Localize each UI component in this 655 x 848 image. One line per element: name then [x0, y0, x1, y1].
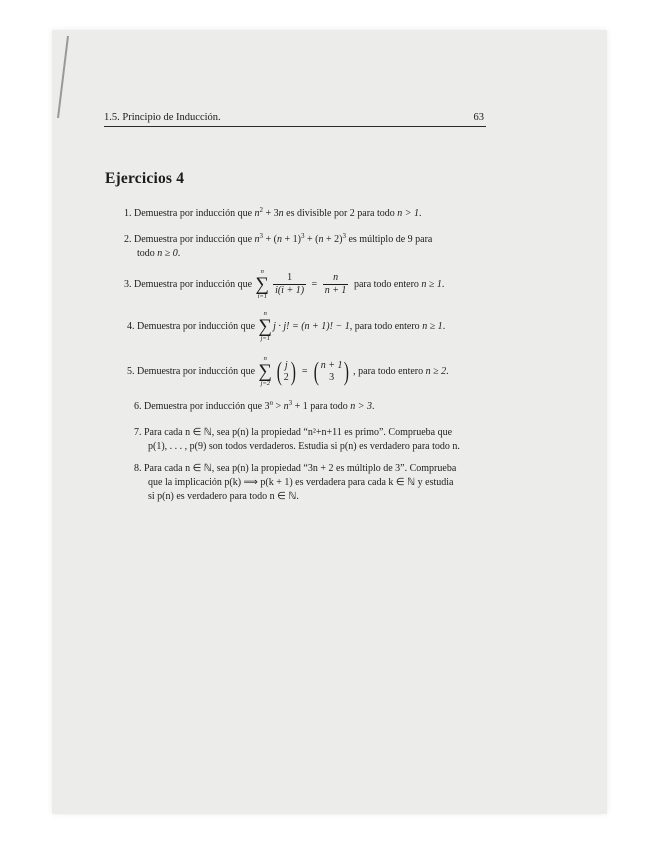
exercise-text: , para todo entero [353, 365, 426, 377]
exercise-text: , para todo entero [349, 320, 423, 332]
math-condition: n ≥ 2 [425, 365, 447, 377]
exercise-text: todo [137, 248, 158, 259]
math-op: = [299, 365, 311, 377]
sum-lower-limit: j=2 [260, 380, 271, 387]
exercise-text: Demuestra por inducción que [137, 365, 258, 377]
punct: . [372, 401, 375, 412]
header-rule [104, 126, 486, 127]
binomial-bottom: 3 [329, 371, 335, 383]
sum-upper-limit: n [263, 310, 267, 317]
exercise-8-line3 [148, 490, 299, 504]
math-condition: n > 3 [350, 401, 373, 412]
running-header [104, 112, 484, 130]
exercise-5 [127, 355, 449, 388]
exercise-text: para todo entero [351, 278, 422, 290]
fraction-numerator: n [333, 272, 339, 283]
math-op: + 2) [323, 234, 343, 245]
math-exponent: 3 [342, 232, 346, 240]
math-exponent: 3 [288, 399, 293, 407]
math-op: + ( [304, 234, 319, 245]
math-var: n [277, 234, 283, 245]
exercise-text: Para cada n ∈ ℕ, sea p(n) la propiedad “3n + 2 es múltiplo de 3”. Comprueba [144, 463, 457, 474]
math-var: n [254, 234, 260, 245]
summation [256, 268, 270, 301]
math-condition: n ≥ 1 [421, 278, 442, 290]
exercise-7-line2 [148, 440, 460, 454]
math-var: n [283, 401, 289, 412]
sum-upper-limit: n [263, 355, 267, 362]
exercise-text: es divisible por 2 para todo [283, 208, 398, 219]
binomial-top: j [284, 359, 288, 371]
exercise-text: Demuestra por inducción que 3 [144, 401, 270, 412]
fraction [273, 272, 306, 297]
punct: . [446, 365, 449, 377]
exercise-number: 5. [127, 365, 135, 377]
exercise-text: Demuestra por inducción que [134, 234, 255, 245]
fraction-denominator: n + 1 [324, 285, 347, 296]
math-expression: j · j! = (n + 1)! − 1 [273, 320, 350, 332]
exercise-text: si p(n) es verdadero para todo n ∈ ℕ. [148, 491, 299, 502]
header-section-title: 1.5. Principio de Inducción. [104, 112, 221, 123]
book-page [52, 30, 607, 814]
summation [259, 355, 273, 388]
sum-upper-limit: n [260, 268, 264, 275]
math-op: + ( [263, 234, 278, 245]
exercise-text: Demuestra por inducción que [134, 278, 255, 290]
exercise-number: 4. [127, 320, 135, 332]
fraction [323, 272, 349, 297]
exercise-2-line2 [137, 247, 180, 261]
fraction-numerator: 1 [287, 272, 293, 283]
exercise-text: es múltiplo de 9 para [345, 234, 433, 245]
summation [259, 310, 273, 343]
sum-symbol: ∑ [255, 274, 270, 295]
exercise-number: 1. [124, 208, 132, 219]
exercise-text: Demuestra por inducción que [137, 320, 258, 332]
sum-symbol: ∑ [258, 361, 273, 382]
exercise-7 [134, 426, 452, 440]
exercise-8-line2 [148, 476, 453, 490]
fraction-denominator: i(i + 1) [275, 285, 305, 296]
math-op: = [309, 278, 320, 290]
binomial: ( n + 1 3 ) [313, 356, 350, 386]
exercise-number: 3. [124, 278, 132, 290]
math-var: n [278, 208, 284, 219]
exercise-text: Demuestra por inducción que [134, 208, 255, 219]
binomial-top: n + 1 [320, 359, 343, 371]
math-op: + 1) [282, 234, 301, 245]
math-condition: n ≥ 1 [422, 320, 443, 332]
sum-lower-limit: i=1 [257, 293, 268, 300]
exercise-4 [127, 310, 445, 343]
math-condition: n ≥ 0 [157, 248, 178, 259]
sum-symbol: ∑ [258, 316, 273, 337]
exercise-text: Para cada n ∈ ℕ, sea p(n) la propiedad “n²+n+11 es primo”. Comprueba que [144, 427, 453, 438]
math-exponent: n [269, 399, 274, 407]
header-page-number: 63 [473, 112, 484, 123]
punct: . [441, 278, 445, 290]
punct: . [442, 320, 446, 332]
exercise-text: p(1), . . . , p(9) son todos verdaderos. Estudia si p(n) es verdadero para todo n. [148, 441, 460, 452]
exercise-8 [134, 462, 456, 476]
math-op: > [273, 401, 284, 412]
exercise-number: 7. [134, 427, 142, 438]
exercise-6 [134, 400, 375, 414]
exercise-text: que la implicación p(k) ⟹ p(k + 1) es verdadera para cada k ∈ ℕ y estudia [148, 477, 454, 488]
exercise-text: + 3 [263, 208, 279, 219]
punct: . [419, 208, 422, 219]
math-exponent: 3 [301, 232, 305, 240]
exercise-number: 8. [134, 463, 142, 474]
exercise-2 [124, 233, 432, 247]
exercise-number: 2. [124, 234, 132, 245]
sum-lower-limit: j=1 [260, 335, 271, 342]
math-exponent: 2 [259, 206, 264, 214]
binomial: ( j 2 ) [276, 356, 296, 386]
math-exponent: 3 [259, 232, 264, 240]
math-var: n [254, 208, 260, 219]
exercise-3 [124, 268, 444, 301]
binomial-bottom: 2 [283, 371, 289, 383]
exercise-1 [124, 207, 422, 221]
math-var: n [318, 234, 324, 245]
punct: . [177, 248, 181, 259]
math-condition: n > 1 [397, 208, 420, 219]
exercise-text: + 1 para todo [292, 401, 351, 412]
exercise-number: 6. [134, 401, 142, 412]
exercises-title: Ejercicios 4 [105, 170, 185, 187]
page-fold-shadow [56, 34, 70, 120]
